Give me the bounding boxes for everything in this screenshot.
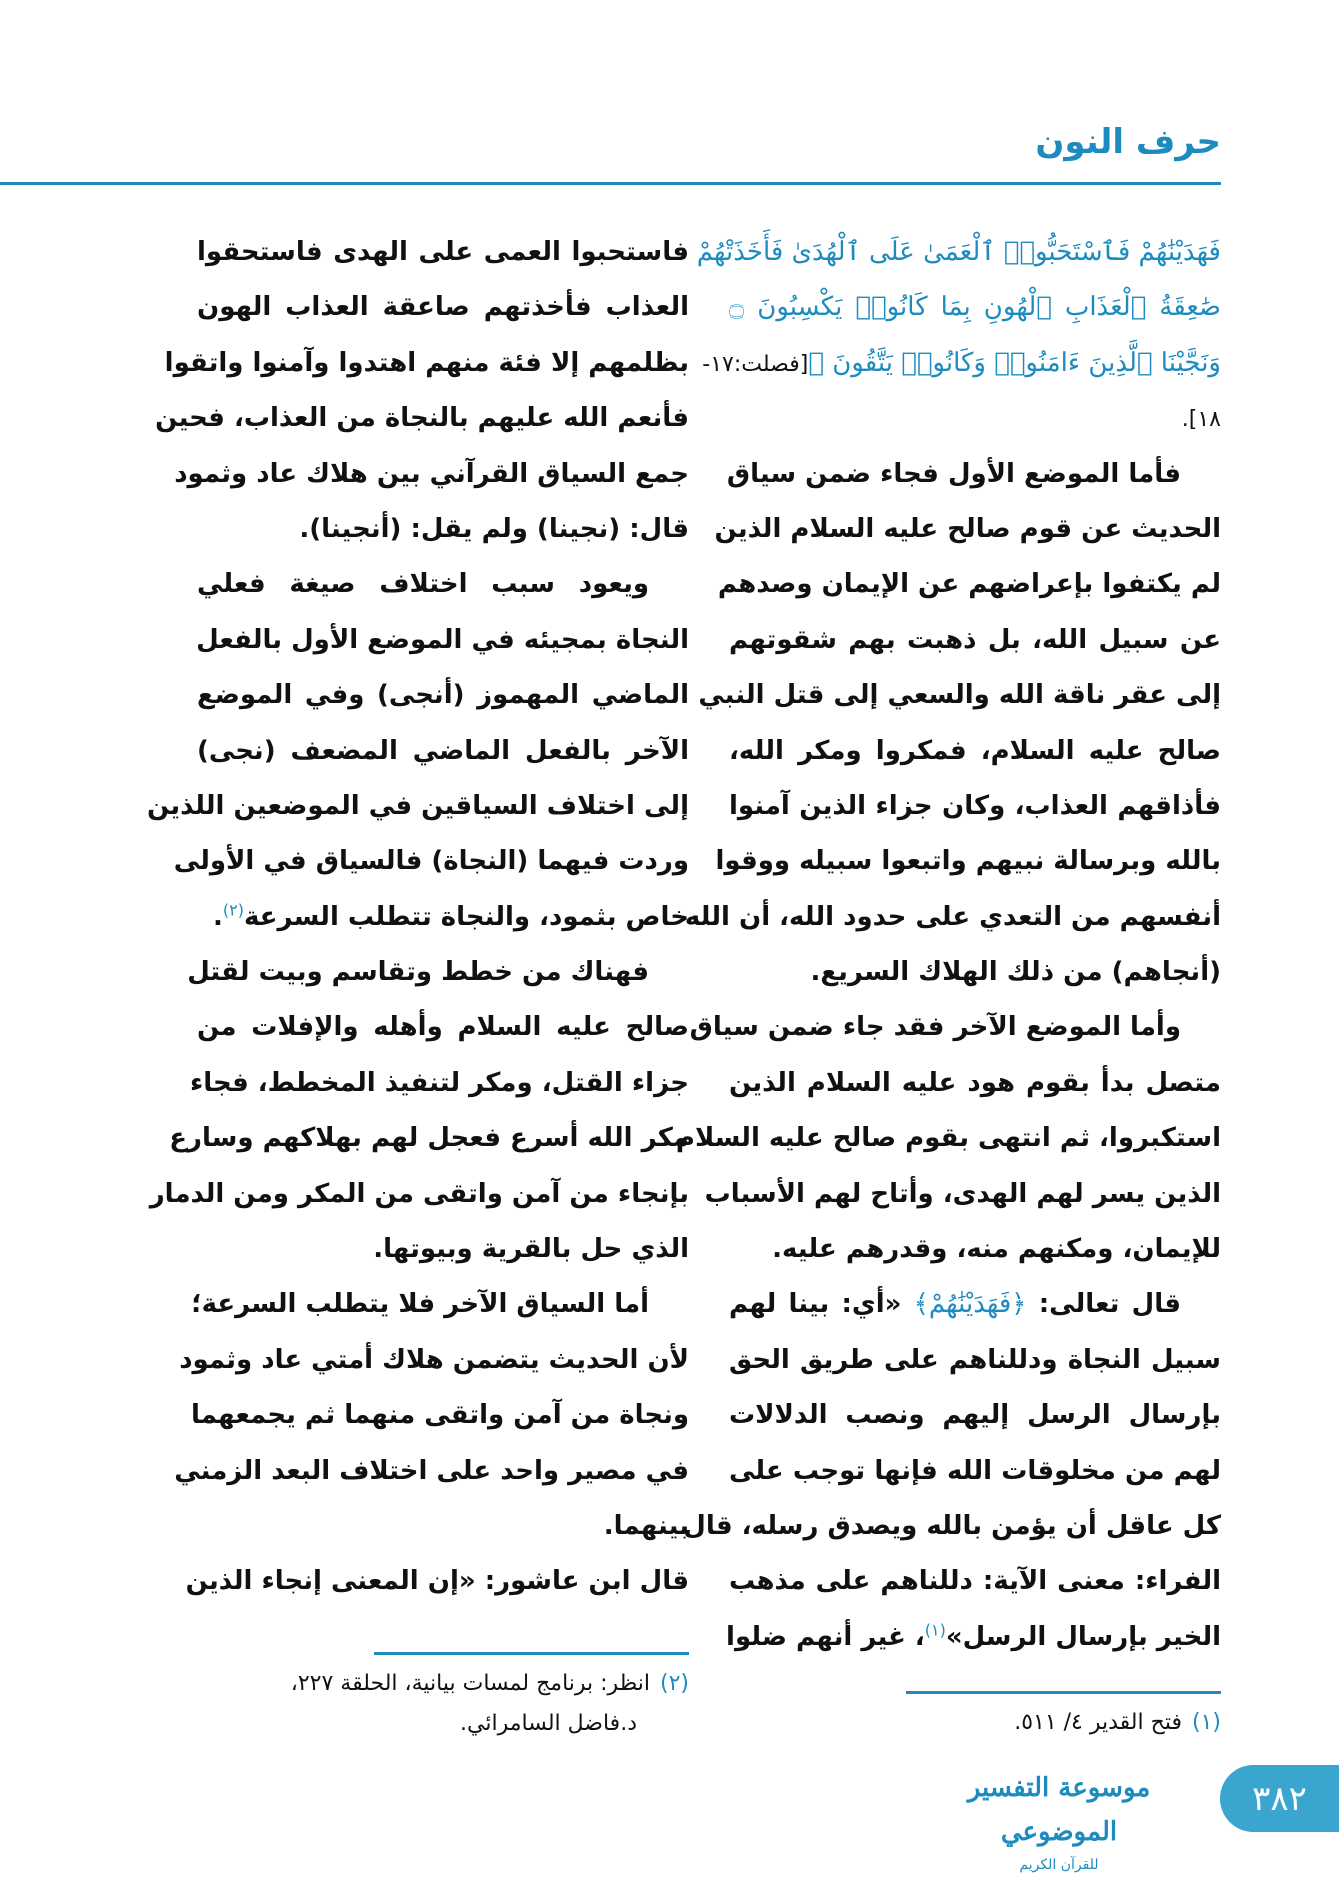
text-line — [179, 1333, 689, 1388]
text-line — [173, 834, 689, 889]
footnotes-right — [1014, 1703, 1221, 1743]
text-line — [698, 668, 1221, 723]
text-line — [729, 1277, 1221, 1332]
text-line — [197, 502, 689, 557]
quran-verse: وَنَجَّيْنَا ٱلَّذِينَ ءَامَنُوا۟ وَكَانُوا۟ يَتَّقُونَ ﴾ — [808, 347, 1221, 378]
text-line — [197, 280, 689, 335]
body-text: بينهما. — [603, 1510, 689, 1541]
body-text: قال ابن عاشور: «إن المعنى إنجاء الذين — [185, 1566, 689, 1597]
footnote-divider-right — [906, 1691, 1221, 1694]
body-text: قال تعالى: — [1026, 1289, 1181, 1320]
body-text: النجاة بمجيئه في الموضع الأول بالفعل — [196, 624, 689, 655]
text-line — [696, 225, 1221, 280]
body-text: متصل بدأ بقوم هود عليه السلام الذين — [729, 1067, 1221, 1098]
body-text: صالح عليه السلام وأهله والإفلات من — [197, 1012, 689, 1043]
body-text: بإرسال الرسل إليهم ونصب الدلالات — [729, 1400, 1221, 1431]
body-text: أنفسهم من التعدي على حدود الله، أن الله — [684, 901, 1221, 932]
body-text: فهناك من خطط وتقاسم وبيت لقتل — [187, 957, 649, 988]
body-text: بظلمهم إلا فئة منهم اهتدوا وآمنوا واتقوا — [164, 347, 689, 378]
footnote — [1014, 1703, 1221, 1743]
text-line — [149, 1167, 689, 1222]
body-text: فأنعم الله عليهم بالنجاة من العذاب، فحين — [155, 403, 689, 434]
logo-title: موسوعة التفسير الموضوعي — [967, 1773, 1151, 1847]
body-text: العذاب فأخذتهم صاعقة العذاب الهون — [197, 292, 689, 323]
text-line — [675, 1111, 1221, 1166]
body-text: عن سبيل الله، بل ذهبت بهم شقوتهم — [729, 624, 1221, 655]
footnote-ref: (١) — [924, 1620, 946, 1640]
text-line — [726, 447, 1221, 502]
text-line — [729, 1388, 1221, 1443]
body-text: في مصير واحد على اختلاف البعد الزمني — [174, 1455, 689, 1486]
encyclopedia-logo — [934, 1766, 1184, 1873]
text-line — [704, 1167, 1221, 1222]
text-line — [197, 613, 689, 668]
body-text: كل عاقل أن يؤمن بالله ويصدق رسله، قال — [683, 1510, 1221, 1541]
body-text: الفراء: معنى الآية: دللناهم على مذهب — [729, 1566, 1221, 1597]
body-text: الحديث عن قوم صالح عليه السلام الذين — [714, 513, 1221, 544]
footnote — [291, 1704, 689, 1744]
body-text: مكر الله أسرع فعجل لهم بهلاكهم وسارع — [169, 1123, 689, 1154]
body-text: استكبروا، ثم انتهى بقوم صالح عليه السلام — [675, 1123, 1221, 1154]
text-line — [729, 1222, 1221, 1277]
footnotes-left — [291, 1664, 689, 1744]
text-line — [146, 779, 689, 834]
text-line — [197, 890, 689, 945]
body-text: فأذاقهم العذاب، وكان جزاء الذين آمنوا — [729, 790, 1221, 821]
text-line — [729, 280, 1221, 335]
text-line — [726, 1610, 1221, 1665]
body-text: الماضي المهموز (أنجى) وفي الموضع — [197, 680, 689, 711]
body-text: جزاء القتل، ومكر لتنفيذ المخطط، فجاء — [189, 1067, 689, 1098]
body-text: (أنجاهم) من ذلك الهلاك السريع. — [810, 957, 1221, 988]
body-text: ويعود سبب اختلاف صيغة فعلي — [197, 569, 649, 600]
text-line — [197, 724, 689, 779]
chapter-title: حرف النون — [1035, 122, 1221, 162]
text-line — [164, 336, 689, 391]
body-text: خاص بثمود، والنجاة تتطلب السرعة — [244, 901, 689, 932]
text-line — [185, 1554, 689, 1609]
text-line — [174, 447, 689, 502]
page-number-badge — [1220, 1765, 1339, 1832]
body-text: لم يكتفوا بإعراضهم عن الإيمان وصدهم — [717, 569, 1221, 600]
text-line — [155, 391, 689, 446]
text-line — [729, 613, 1221, 668]
text-line — [729, 391, 1221, 446]
footnote-text: فتح القدير ٤/ ٥١١. — [1014, 1710, 1182, 1735]
text-line — [729, 945, 1221, 1000]
body-text: الذي حل بالقرية وبيوتها. — [373, 1234, 689, 1265]
body-text: وردت فيهما (النجاة) فالسياق في الأولى — [173, 846, 689, 877]
body-text: إلى عقر ناقة الله والسعي إلى قتل النبي — [698, 680, 1221, 711]
footnote-text: انظر: برنامج لمسات بيانية، الحلقة ٢٢٧، — [290, 1671, 650, 1696]
text-line — [191, 1277, 689, 1332]
text-line — [729, 724, 1221, 779]
text-line — [715, 834, 1221, 889]
body-text: إلى اختلاف السياقين في الموضعين اللذين — [146, 790, 689, 821]
footnote-number: (٢) — [659, 1671, 689, 1696]
verse-citation: ١٨]. — [1181, 407, 1221, 433]
text-line — [197, 1222, 689, 1277]
logo-subtitle: للقرآن الكريم — [1019, 1857, 1099, 1873]
text-line — [714, 502, 1221, 557]
body-text: أما السياق الآخر فلا يتطلب السرعة؛ — [191, 1289, 649, 1320]
text-line — [729, 1333, 1221, 1388]
text-line — [197, 557, 689, 612]
body-text: للإيمان، ومكنهم منه، وقدرهم عليه. — [772, 1234, 1221, 1265]
body-text: الخير بإرسال الرسل» — [945, 1621, 1221, 1652]
body-text: لأن الحديث يتضمن هلاك أمتي عاد وثمود — [179, 1344, 689, 1375]
text-line — [190, 1388, 689, 1443]
text-line — [197, 1000, 689, 1055]
body-text: فاستحبوا العمى على الهدى فاستحقوا — [197, 237, 689, 267]
body-text: جمع السياق القرآني بين هلاك عاد وثمود — [174, 458, 689, 489]
footnote — [291, 1664, 689, 1704]
text-line — [187, 945, 689, 1000]
text-line — [717, 557, 1221, 612]
body-text: سبيل النجاة ودللناهم على طريق الحق — [729, 1344, 1221, 1375]
left-column — [146, 225, 689, 1610]
verse-citation: [فصلت:١٧- — [702, 351, 809, 377]
text-line — [197, 1499, 689, 1554]
body-text: فأما الموضع الأول فجاء ضمن سياق — [726, 458, 1181, 489]
text-line — [197, 668, 689, 723]
body-text: لهم من مخلوقات الله فإنها توجب على — [729, 1455, 1221, 1486]
body-text: الذين يسر لهم الهدى، وأتاح لهم الأسباب — [704, 1178, 1221, 1209]
body-text: ، غير أنهم ضلوا — [726, 1621, 925, 1652]
body-text: الآخر بالفعل الماضي المضعف (نجى) — [197, 735, 689, 766]
body-text: قال: (نجينا) ولم يقل: (أنجينا). — [299, 513, 689, 544]
body-text: «أي: بينا لهم — [729, 1289, 914, 1320]
text-line — [683, 1499, 1221, 1554]
text-line — [174, 1444, 689, 1499]
footnote-ref: (٢) — [222, 900, 245, 920]
text-line — [702, 336, 1221, 391]
body-text: . — [213, 901, 223, 932]
text-line — [729, 1554, 1221, 1609]
text-line — [684, 890, 1221, 945]
text-line — [729, 1056, 1221, 1111]
text-line — [169, 1111, 689, 1166]
text-line — [689, 1000, 1221, 1055]
footnote-divider-left — [374, 1652, 689, 1655]
header-divider — [0, 182, 1221, 185]
body-text: بالله وبرسالة نبيهم واتبعوا سبيله ووقوا — [715, 846, 1221, 877]
page-number: ٣٨٢ — [1252, 1778, 1307, 1819]
quran-verse: ﴿فَهَدَيْنَٰهُمْ﴾ — [913, 1289, 1027, 1320]
footnote-number: (١) — [1191, 1710, 1221, 1735]
text-line — [729, 1444, 1221, 1499]
right-column — [675, 225, 1221, 1665]
body-text: ونجاة من آمن واتقى منهما ثم يجمعهما — [190, 1400, 689, 1431]
text-line — [729, 779, 1221, 834]
text-line — [189, 1056, 689, 1111]
body-text: وأما الموضع الآخر فقد جاء ضمن سياق — [689, 1012, 1181, 1043]
body-text: صالح عليه السلام، فمكروا ومكر الله، — [729, 735, 1221, 766]
text-line — [197, 225, 689, 280]
quran-verse: صَٰعِقَةُ ٱلْعَذَابِ ٱلْهُونِ بِمَا كَانُوا۟ يَكْسِبُونَ ۝ — [729, 292, 1221, 323]
quran-verse: فَهَدَيْنَٰهُمْ فَٱسْتَحَبُّوا۟ ٱلْعَمَىٰ عَلَى ٱلْهُدَىٰ فَأَخَذَتْهُمْ — [696, 237, 1221, 267]
body-text: بإنجاء من آمن واتقى من المكر ومن الدمار — [149, 1178, 689, 1209]
footnote-text: د.فاضل السامرائي. — [460, 1711, 637, 1736]
